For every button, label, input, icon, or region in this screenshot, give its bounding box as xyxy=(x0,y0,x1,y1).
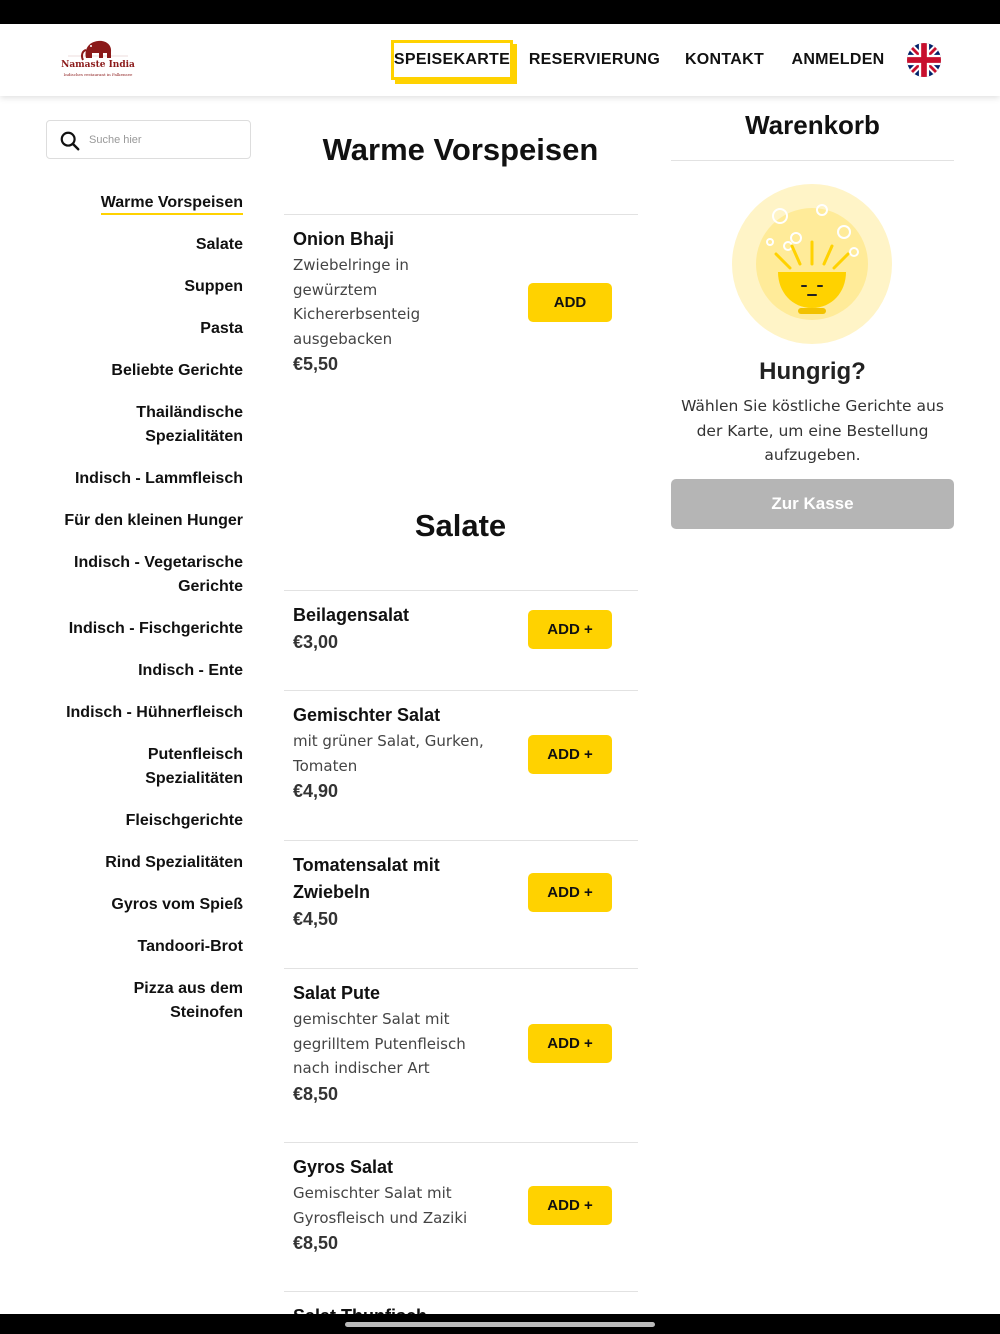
category-indisch-lammfleisch[interactable]: Indisch - Lammfleisch xyxy=(74,470,243,487)
item-divider xyxy=(284,1291,638,1292)
item-description: mit grüner Salat, Gurken, Tomaten xyxy=(293,732,484,775)
category-suppen[interactable]: Suppen xyxy=(184,278,243,295)
item-divider xyxy=(284,214,638,215)
category-warme-vorspeisen[interactable]: Warme Vorspeisen xyxy=(23,191,243,215)
add-button[interactable]: ADD + xyxy=(528,610,612,649)
checkout-button[interactable]: Zur Kasse xyxy=(671,479,954,529)
item-name: Gemischter Salat xyxy=(293,705,441,725)
menu-item xyxy=(293,1154,523,1257)
item-description: gemischter Salat mit gegrilltem Putenfleisch nach indischer Art xyxy=(293,1010,466,1077)
restaurant-logo[interactable] xyxy=(60,36,136,82)
category-pasta[interactable]: Pasta xyxy=(200,320,243,337)
section-title-salate: Salate xyxy=(414,508,507,543)
logo-subtitle: Indisches restaurant in Falkensee xyxy=(63,72,133,77)
search-box xyxy=(46,120,251,159)
item-name: Onion Bhaji xyxy=(293,229,394,249)
item-description: Zwiebelringe in gewürztem Kichererbsenteig ausgebacken xyxy=(293,256,421,348)
item-name: Beilagensalat xyxy=(293,605,410,625)
uk-flag-icon[interactable] xyxy=(907,43,941,77)
category-putenfleisch-spezialitaeten[interactable]: Putenfleisch Spezialitäten xyxy=(145,746,243,787)
item-description: Gemischter Salat mit Gyrosfleisch und Zaziki xyxy=(293,1184,468,1227)
item-price: €4,90 xyxy=(293,781,339,801)
logo-title: Namaste India xyxy=(61,60,135,70)
category-pizza-aus-dem-steinofen[interactable]: Pizza aus dem Steinofen xyxy=(133,980,243,1021)
category-indisch-huehnerfleisch[interactable]: Indisch - Hühnerfleisch xyxy=(66,704,243,721)
home-indicator[interactable] xyxy=(345,1322,655,1327)
item-divider xyxy=(284,1142,638,1143)
search-input[interactable] xyxy=(89,129,239,151)
category-indisch-ente[interactable]: Indisch - Ente xyxy=(138,662,243,679)
item-divider xyxy=(284,690,638,691)
category-beliebte-gerichte[interactable]: Beliebte Gerichte xyxy=(111,362,243,379)
item-divider xyxy=(284,968,638,969)
item-price: €4,50 xyxy=(293,909,339,929)
nav-reservierung[interactable]: RESERVIERUNG xyxy=(528,51,661,68)
category-indisch-fischgerichte[interactable]: Indisch - Fischgerichte xyxy=(68,620,243,637)
empty-bowl-icon xyxy=(732,184,892,344)
add-button[interactable]: ADD + xyxy=(528,735,612,774)
category-tandoori-brot[interactable]: Tandoori-Brot xyxy=(137,938,243,955)
add-button[interactable]: ADD + xyxy=(528,1024,612,1063)
item-name: Gyros Salat xyxy=(293,1157,394,1177)
item-price: €8,50 xyxy=(293,1233,339,1253)
item-name: Salat Pute xyxy=(293,983,381,1003)
add-button[interactable]: ADD + xyxy=(528,873,612,912)
top-navigation-bar xyxy=(0,24,1000,96)
search-icon xyxy=(59,130,81,152)
category-fleischgerichte[interactable]: Fleischgerichte xyxy=(125,812,243,829)
add-button[interactable]: ADD + xyxy=(528,1186,612,1225)
add-button[interactable]: ADD xyxy=(528,283,612,322)
nav-speisekarte[interactable]: SPEISEKARTE xyxy=(391,40,513,80)
cart-divider xyxy=(671,160,954,161)
item-divider xyxy=(284,590,638,591)
empty-cart-title: Hungrig? xyxy=(759,358,866,385)
nav-kontakt[interactable]: KONTAKT xyxy=(684,51,765,68)
item-price: €3,00 xyxy=(293,632,339,652)
category-salate[interactable]: Salate xyxy=(195,236,243,253)
nav-anmelden[interactable]: ANMELDEN xyxy=(791,51,885,68)
menu-item xyxy=(293,702,523,805)
item-price: €5,50 xyxy=(293,354,339,374)
category-gyros-vom-spiess[interactable]: Gyros vom Spieß xyxy=(111,896,243,913)
item-name: Tomatensalat mit Zwiebeln xyxy=(293,855,440,902)
section-title-warme-vorspeisen: Warme Vorspeisen xyxy=(322,132,599,167)
category-indisch-vegetarische-gerichte[interactable]: Indisch - Vegetarische Gerichte xyxy=(74,554,243,595)
item-price: €8,50 xyxy=(293,1083,339,1104)
menu-item xyxy=(293,980,523,1108)
category-rind-spezialitaeten[interactable]: Rind Spezialitäten xyxy=(105,854,243,871)
cart-title: Warenkorb xyxy=(745,110,880,140)
status-bar xyxy=(0,0,1000,24)
empty-cart-text: Wählen Sie köstliche Gerichte aus der Karte, um eine Bestellung aufzugeben. xyxy=(681,397,944,464)
category-fuer-den-kleinen-hunger[interactable]: Für den kleinen Hunger xyxy=(64,512,243,529)
category-thailaendische-spezialitaeten[interactable]: Thailändische Spezialitäten xyxy=(136,404,243,445)
menu-item xyxy=(293,852,523,933)
menu-item xyxy=(293,226,523,378)
item-divider xyxy=(284,840,638,841)
menu-item xyxy=(293,602,523,656)
